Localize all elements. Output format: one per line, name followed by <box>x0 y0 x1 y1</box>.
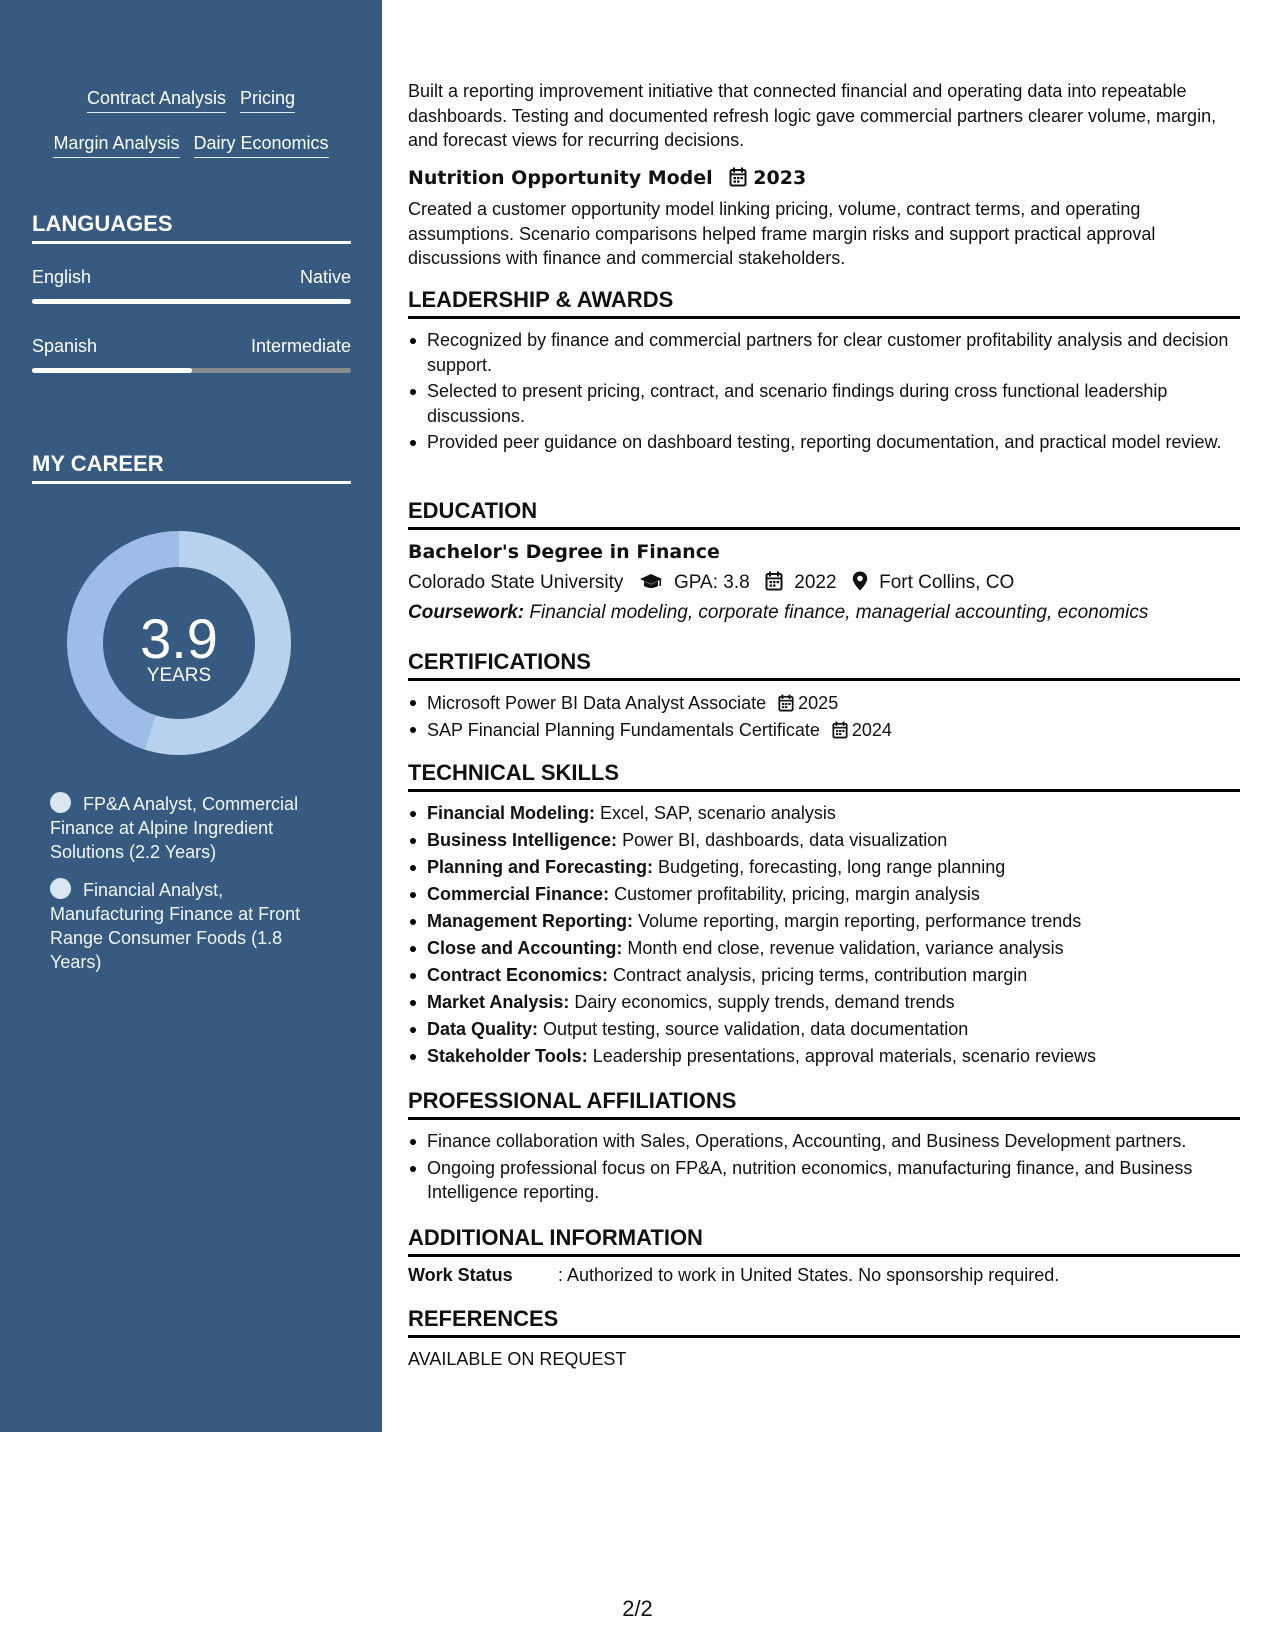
project-description: Built a reporting improvement initiative that connected financial and operating data into repeatable dashboards. Testing and documented refresh logic gave commercial partners clearer volume, margin, and forecast views for recurring decisions. <box>408 81 1217 150</box>
skill-value: Excel, SAP, scenario analysis <box>600 803 836 823</box>
list-item <box>408 717 1238 744</box>
skill-tag[interactable]: Margin Analysis <box>53 133 179 158</box>
section-heading-education: EDUCATION <box>408 498 1240 530</box>
project-description: Created a customer opportunity model linking pricing, volume, contract terms, and operating assumptions. Scenario comparisons helped frame margin risks and support practical approval discussions with finance and commercial stakeholders. <box>408 199 1156 268</box>
skill-item <box>408 1016 1238 1043</box>
skill-item <box>408 935 1238 962</box>
school-name: Colorado State University <box>408 572 624 593</box>
skill-value: Output testing, source validation, data documentation <box>543 1019 969 1039</box>
skill-label: Market Analysis: <box>427 992 570 1012</box>
section-heading-technical-skills: TECHNICAL SKILLS <box>408 760 1240 792</box>
career-bullet-icon <box>50 878 71 899</box>
project-name: Nutrition Opportunity Model <box>408 167 713 189</box>
school-location: Fort Collins, CO <box>879 572 1015 593</box>
certifications-list <box>408 690 1238 744</box>
skill-item <box>408 800 1238 827</box>
career-total-value: 3.9 <box>140 607 218 670</box>
leadership-list <box>408 328 1238 455</box>
skill-item <box>408 962 1238 989</box>
coursework-label: Coursework: <box>408 602 525 623</box>
skill-value: Month end close, revenue validation, variance analysis <box>627 938 1064 958</box>
list-item: Finance collaboration with Sales, Operations, Accounting, and Business Development partners. <box>408 1129 1238 1154</box>
skill-label: Planning and Forecasting: <box>427 857 654 877</box>
language-bar <box>32 368 351 373</box>
skill-value: Volume reporting, margin reporting, performance trends <box>638 911 1082 931</box>
language-name: Spanish <box>32 336 98 356</box>
skill-value: Leadership presentations, approval materials, scenario reviews <box>592 1046 1096 1066</box>
degree-title: Bachelor's Degree in Finance <box>408 541 720 563</box>
certification-year: 2025 <box>798 693 839 713</box>
coursework <box>408 602 1148 624</box>
work-status-label: Work Status <box>408 1265 513 1285</box>
skill-label: Business Intelligence: <box>427 830 618 850</box>
languages-heading: LANGUAGES <box>32 211 351 244</box>
skill-value: Contract analysis, pricing terms, contribution margin <box>613 965 1028 985</box>
sidebar <box>0 0 382 1432</box>
skill-value: Customer profitability, pricing, margin analysis <box>614 884 980 904</box>
work-status-row <box>408 1265 1059 1286</box>
skill-item <box>408 854 1238 881</box>
skill-tags-row <box>0 133 382 158</box>
list-item <box>408 690 1238 717</box>
certification-name: SAP Financial Planning Fundamentals Certificate <box>427 720 820 740</box>
skill-label: Financial Modeling: <box>427 803 596 823</box>
coursework-text: Financial modeling, corporate finance, managerial accounting, economics <box>529 602 1149 623</box>
list-item: Selected to present pricing, contract, and scenario findings during cross functional leadership discussions. <box>408 379 1238 428</box>
career-item-text: Financial Analyst, Manufacturing Finance at Front Range Consumer Foods (1.8 Years) <box>50 880 301 972</box>
calendar-icon <box>778 694 794 712</box>
skill-value: Budgeting, forecasting, long range planning <box>658 857 1006 877</box>
certification-name: Microsoft Power BI Data Analyst Associate <box>427 693 767 713</box>
page-number: 2/2 <box>622 1596 653 1621</box>
skill-label: Commercial Finance: <box>427 884 610 904</box>
career-bullet-icon <box>50 792 71 813</box>
skill-item <box>408 1043 1238 1070</box>
section-heading-references: REFERENCES <box>408 1306 1240 1338</box>
certification-year: 2024 <box>851 720 892 740</box>
list-item: Recognized by finance and commercial partners for clear customer profitability analysis and decision support. <box>408 328 1238 377</box>
skill-item <box>408 908 1238 935</box>
language-level: Native <box>299 267 351 287</box>
calendar-icon <box>765 571 783 591</box>
language-level: Intermediate <box>250 336 351 356</box>
list-item: Ongoing professional focus on FP&A, nutrition economics, manufacturing finance, and Business Intelligence reporting. <box>408 1156 1238 1205</box>
section-heading-additional-information: ADDITIONAL INFORMATION <box>408 1225 1240 1257</box>
calendar-icon <box>729 167 747 187</box>
skill-label: Data Quality: <box>427 1019 539 1039</box>
references-text: AVAILABLE ON REQUEST <box>408 1349 627 1369</box>
career-total-unit: YEARS <box>146 665 212 686</box>
graduation-cap-icon <box>639 573 663 591</box>
section-heading-leadership: LEADERSHIP & AWARDS <box>408 287 1240 319</box>
work-status-value: : Authorized to work in United States. No sponsorship required. <box>558 1265 1060 1285</box>
skill-tag[interactable]: Pricing <box>240 88 295 113</box>
career-item-text: FP&A Analyst, Commercial Finance at Alpine Ingredient Solutions (2.2 Years) <box>50 794 299 862</box>
skill-tags-row <box>0 88 382 113</box>
career-heading: MY CAREER <box>32 451 351 484</box>
technical-skills-list <box>408 800 1238 1070</box>
calendar-icon <box>832 721 848 739</box>
skill-label: Stakeholder Tools: <box>427 1046 588 1066</box>
affiliations-list <box>408 1129 1238 1205</box>
language-name: English <box>32 267 92 287</box>
career-item <box>50 792 325 864</box>
career-item <box>50 878 325 974</box>
gpa: GPA: 3.8 <box>674 572 750 593</box>
language-bar-fill <box>32 368 192 373</box>
skill-label: Contract Economics: <box>427 965 609 985</box>
skill-item <box>408 827 1238 854</box>
section-heading-certifications: CERTIFICATIONS <box>408 649 1240 681</box>
language-bar <box>32 299 351 304</box>
list-item: Provided peer guidance on dashboard testing, reporting documentation, and practical model review. <box>408 430 1238 455</box>
skill-label: Close and Accounting: <box>427 938 623 958</box>
education-details <box>408 571 1014 594</box>
language-bar-fill <box>32 299 351 304</box>
skill-tag[interactable]: Dairy Economics <box>194 133 329 158</box>
skill-item <box>408 881 1238 908</box>
skill-value: Dairy economics, supply trends, demand trends <box>574 992 955 1012</box>
project-title <box>408 167 806 189</box>
skill-tag[interactable]: Contract Analysis <box>87 88 226 113</box>
career-donut-chart <box>66 530 292 756</box>
project-year: 2023 <box>753 167 807 189</box>
skill-label: Management Reporting: <box>427 911 634 931</box>
skill-item <box>408 989 1238 1016</box>
location-pin-icon <box>852 571 868 591</box>
graduation-year: 2022 <box>794 572 837 593</box>
section-heading-affiliations: PROFESSIONAL AFFILIATIONS <box>408 1088 1240 1120</box>
skill-value: Power BI, dashboards, data visualization <box>622 830 948 850</box>
